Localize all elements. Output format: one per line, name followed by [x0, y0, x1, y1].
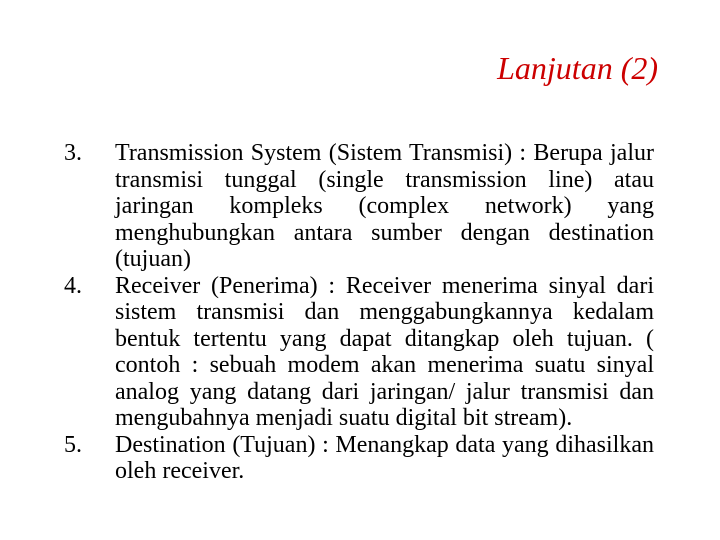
list-item-number: 3. [64, 140, 82, 166]
list-item-number: 5. [64, 431, 82, 458]
list-item-number: 4. [64, 272, 82, 299]
list-item-destination [64, 432, 654, 485]
list-item-transmission-system [64, 140, 654, 273]
slide-title: Lanjutan (2) [497, 50, 658, 86]
list-item-text: Transmission System (Sistem Transmisi) : Berupa jalur transmisi tunggal (single transmission line) atau jaringan kompleks (complex network) yang menghubungkan antara sumber dengan destination (tujuan) [115, 140, 654, 272]
content-list [64, 140, 654, 485]
list-item-text: Destination (Tujuan) : Menangkap data yang dihasilkan oleh receiver. [115, 431, 654, 484]
list-item-receiver [64, 273, 654, 432]
list-item-text: Receiver (Penerima) : Receiver menerima sinyal dari sistem transmisi dan menggabungkannya kedalam bentuk tertentu yang dapat ditangkap oleh tujuan. ( contoh : sebuah modem akan menerima suatu sinyal analog yang datang dari jaringan/ jalur transmisi dan mengubahnya menjadi suatu digital bit stream). [115, 272, 654, 431]
